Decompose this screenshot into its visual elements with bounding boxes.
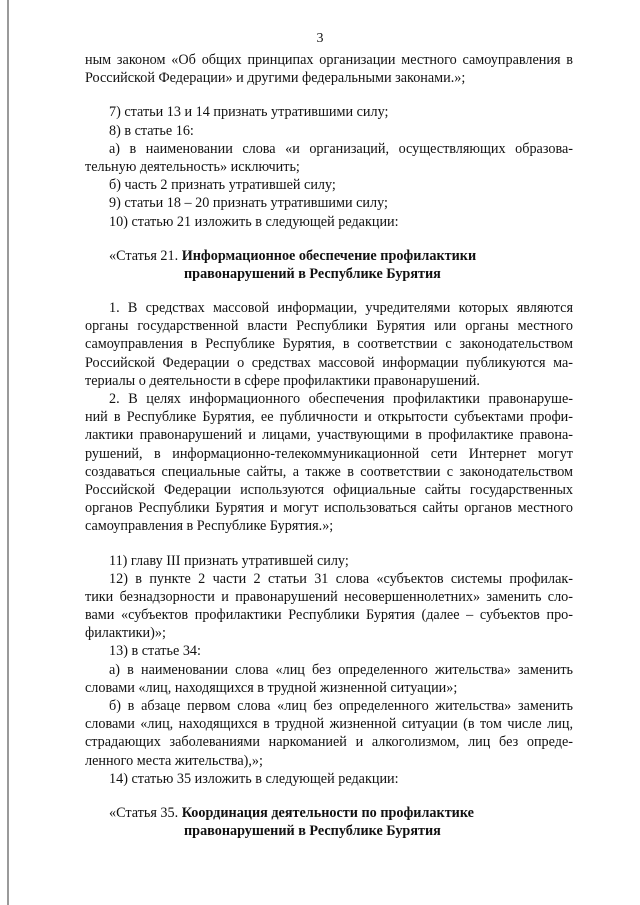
article-21-heading — [85, 247, 573, 265]
list-item-7: 7) статьи 13 и 14 признать утратившими силу; — [109, 104, 389, 121]
list-item-8: 8) в статье 16: — [109, 122, 194, 139]
text-line: органов Республики Бурятия и могут использоваться сайты органов местного — [85, 500, 573, 517]
article-35-heading — [85, 804, 573, 822]
text-line: ным законом «Об общих принципах организации местного самоуправления в — [85, 52, 573, 68]
text-line: тики безнадзорности и правонарушений несовершеннолетних» заменить сло- — [85, 588, 573, 605]
list-item-14: 14) статью 35 изложить в следующей редакции: — [109, 770, 399, 787]
text-line: Российской Федерации используются официальные сайты государственных — [85, 481, 573, 498]
text-line: 1. В средствах массовой информации, учредителями которых являются — [109, 300, 573, 317]
text-line: Российской Федерации» и другими федеральными законами.»; — [85, 70, 466, 87]
text-line: Российской Федерации о средствах массовой информации публикуются ма- — [85, 354, 573, 371]
document-body — [85, 51, 573, 840]
article-21-prefix: «Статья 21. — [109, 247, 182, 264]
list-item-12: 12) в пункте 2 части 2 статьи 31 слова «субъектов системы профилак- — [109, 570, 573, 587]
article-21-title: Информационное обеспечение профилактики — [181, 247, 477, 264]
text-line: филактики)»; — [85, 625, 166, 642]
text-line: рушений, в информационно-телекоммуникационной сети Интернет могут — [85, 445, 573, 462]
text-line: самоуправления в Республике Бурятия.»; — [85, 518, 334, 535]
scan-left-border — [7, 0, 9, 905]
text-line: лактики правонарушений и лицами, участвующими в профилактике правона- — [85, 427, 573, 444]
list-item-13: 13) в статье 34: — [109, 643, 201, 660]
list-item-9: 9) статьи 18 – 20 признать утратившими силу; — [109, 195, 388, 212]
text-line: а) в наименовании слова «и организаций, осуществляющих образова- — [109, 140, 573, 157]
text-line: ний в Республике Бурятия, ее публичности и открытости субъектами профи- — [85, 409, 573, 426]
text-line: органы государственной власти Республики Бурятия или органы местного — [85, 318, 573, 335]
text-line: самоуправления в Республике Бурятия, в соответствии с законодательством — [85, 336, 573, 353]
page-number: 3 — [316, 31, 324, 46]
text-line: б) в абзаце первом слова «лиц без определенного жительства» заменить — [109, 698, 573, 714]
text-line: ленного места жительства),»; — [85, 752, 263, 769]
article-35-title-cont: правонарушений в Республике Бурятия — [184, 823, 441, 840]
text-line: словами «лиц, находящихся в трудной жизненной ситуации»; — [85, 679, 458, 696]
text-line: 2. В целях информационного обеспечения профилактики правонаруше- — [109, 391, 573, 407]
list-item-11: 11) главу III признать утратившей силу; — [109, 552, 349, 569]
article-35-prefix: «Статья 35. — [109, 804, 182, 821]
article-35-title: Координация деятельности по профилактике — [181, 804, 474, 821]
text-line: словами «лиц, находящихся в трудной жизненной ситуации (в том числе лиц, — [85, 716, 573, 733]
article-21-title-cont: правонарушений в Республике Бурятия — [184, 265, 441, 282]
text-line: а) в наименовании слова «лиц без определенного жительства» заменить — [109, 661, 573, 678]
text-line: тельную деятельность» исключить; — [85, 158, 300, 175]
text-line: создаваться специальные сайты, а также в соответствии с законодательством — [85, 463, 573, 480]
text-line: страдающих заболеваниями наркоманией и алкоголизмом, лиц без опреде- — [85, 734, 573, 751]
text-line: вами «субъектов профилактики Республики Бурятия (далее – субъектов про- — [85, 607, 573, 624]
text-line: териалы о деятельности в сфере профилактики правонарушений. — [85, 372, 480, 389]
list-item-8b: б) часть 2 признать утратившей силу; — [109, 177, 336, 194]
list-item-10: 10) статью 21 изложить в следующей редакции: — [109, 213, 399, 230]
